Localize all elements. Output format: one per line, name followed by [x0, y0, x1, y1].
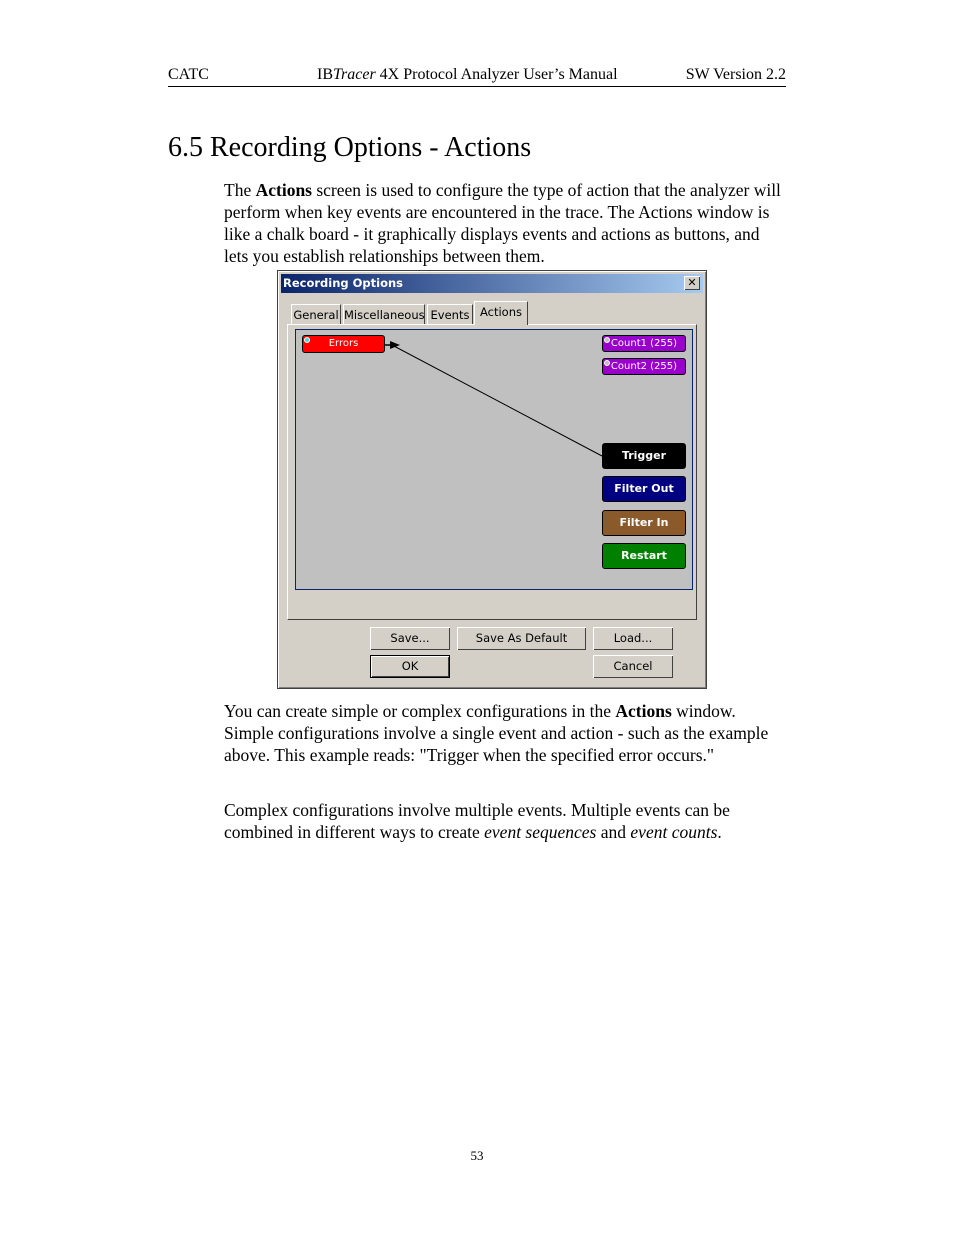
connector-dot-icon[interactable]: [304, 337, 310, 343]
header-version: SW Version 2.2: [685, 66, 786, 83]
load-button[interactable]: Load...: [593, 627, 673, 650]
action-restart[interactable]: Restart: [602, 543, 686, 569]
cancel-button[interactable]: Cancel: [593, 655, 673, 678]
event-errors[interactable]: Errors: [302, 335, 385, 353]
dialog-titlebar[interactable]: [281, 274, 703, 293]
action-filter-out[interactable]: Filter Out: [602, 476, 686, 502]
page-number: 53: [470, 1148, 484, 1163]
tab-miscellaneous[interactable]: Miscellaneous: [343, 304, 425, 325]
intro-paragraph: The Actions screen is used to configure the type of action that the analyzer will perform when key events are encountered in the trace. The Actions window is like a chalk board - it graphically displays events and actions as buttons, and lets you establish relationships between them.: [224, 180, 781, 266]
actions-chalkboard[interactable]: [295, 329, 693, 590]
ok-button[interactable]: OK: [370, 655, 450, 678]
connector-dot-icon[interactable]: [604, 337, 610, 343]
action-filter-in[interactable]: Filter In: [602, 510, 686, 536]
dialog-title: Recording Options: [283, 276, 404, 290]
connector-dot-icon[interactable]: [604, 360, 610, 366]
event-count2[interactable]: Count2 (255): [602, 358, 686, 375]
tab-general[interactable]: General: [291, 304, 341, 325]
header-manual-title: IBTracer 4X Protocol Analyzer User’s Manual: [317, 66, 618, 83]
tab-actions[interactable]: Actions: [474, 301, 528, 325]
tab-events[interactable]: Events: [427, 304, 473, 325]
header-company: CATC: [168, 66, 209, 83]
body-paragraph-1: You can create simple or complex configurations in the Actions window. Simple configurations involve a single event and action - such as the example above. This example reads: "Trigger when the specified error occurs.": [224, 701, 769, 765]
section-title: 6.5 Recording Options - Actions: [168, 132, 532, 163]
event-count1[interactable]: Count1 (255): [602, 335, 686, 352]
body-paragraph-2: Complex configurations involve multiple events. Multiple events can be combined in different ways to create event sequences and event counts.: [224, 800, 730, 842]
close-icon[interactable]: ✕: [684, 276, 700, 290]
save-as-default-button[interactable]: Save As Default: [457, 627, 586, 650]
recording-options-dialog: [277, 270, 707, 689]
save-button[interactable]: Save...: [370, 627, 450, 650]
action-trigger[interactable]: Trigger: [602, 443, 686, 469]
running-header: [168, 64, 786, 87]
